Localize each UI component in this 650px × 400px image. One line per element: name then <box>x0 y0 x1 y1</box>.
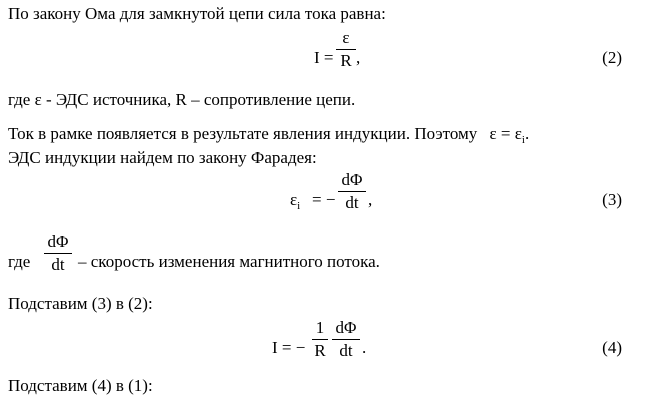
eq3-lhs <box>290 190 300 212</box>
eq3-eps: ε <box>290 190 298 209</box>
paragraph-faraday: ЭДС индукции найдем по закону Фарадея: <box>8 148 317 167</box>
eq3-numerator: dΦ <box>341 170 363 189</box>
paragraph-ohm-law: По закону Ома для замкнутой цепи сила тока равна: <box>8 4 386 23</box>
eq2-tail: , <box>356 48 361 67</box>
eq4-fraction-1 <box>312 318 328 361</box>
paragraph-substitute-4-1: Подставим (4) в (1): <box>8 376 153 395</box>
eq3-eq: = − <box>312 190 336 209</box>
fraction-bar <box>338 191 366 192</box>
eq3-number: (3) <box>602 190 622 209</box>
eq4-denominator-2: dt <box>339 341 353 360</box>
paragraph-substitute-3-2: Подставим (3) в (2): <box>8 294 153 313</box>
fraction-bar <box>336 49 356 50</box>
eq2-lhs: I = <box>314 48 334 67</box>
fraction-bar <box>332 339 360 340</box>
eq4-number: (4) <box>602 338 622 357</box>
p5-denominator: dt <box>51 255 65 274</box>
eq3-fraction <box>338 170 366 213</box>
p5-fraction <box>44 232 72 275</box>
eq4-denominator-1: R <box>314 341 326 360</box>
p3-dot: . <box>524 124 530 143</box>
fraction-bar <box>312 339 328 340</box>
eq2-number: (2) <box>602 48 622 67</box>
paragraph-emf-definition: где ε - ЭДС источника, R – сопротивление цепи. <box>8 90 356 109</box>
eq2-fraction <box>336 28 356 71</box>
eq3-denominator: dt <box>345 193 359 212</box>
paragraph-induction-current <box>8 124 529 146</box>
p5-numerator: dΦ <box>47 232 69 251</box>
p3-eps: ε = ε <box>489 124 522 143</box>
p5-post: – скорость изменения магнитного потока. <box>78 252 380 271</box>
p3-text: Ток в рамке появляется в результате явления индукции. Поэтому <box>8 124 478 143</box>
p3-formula <box>489 124 530 146</box>
eq2-denominator: R <box>340 51 352 70</box>
eq4-numerator-1: 1 <box>315 318 325 337</box>
p5-pre: где <box>8 252 31 271</box>
p3-sub: i <box>521 134 525 146</box>
eq4-numerator-2: dΦ <box>335 318 357 337</box>
eq4-lhs: I = − <box>272 338 306 357</box>
eq4-fraction-2 <box>332 318 360 361</box>
eq2-numerator: ε <box>342 28 350 47</box>
eq4-tail: . <box>362 338 367 357</box>
eq3-tail: , <box>368 190 373 209</box>
eq3-sub: i <box>297 200 301 212</box>
fraction-bar <box>44 253 72 254</box>
